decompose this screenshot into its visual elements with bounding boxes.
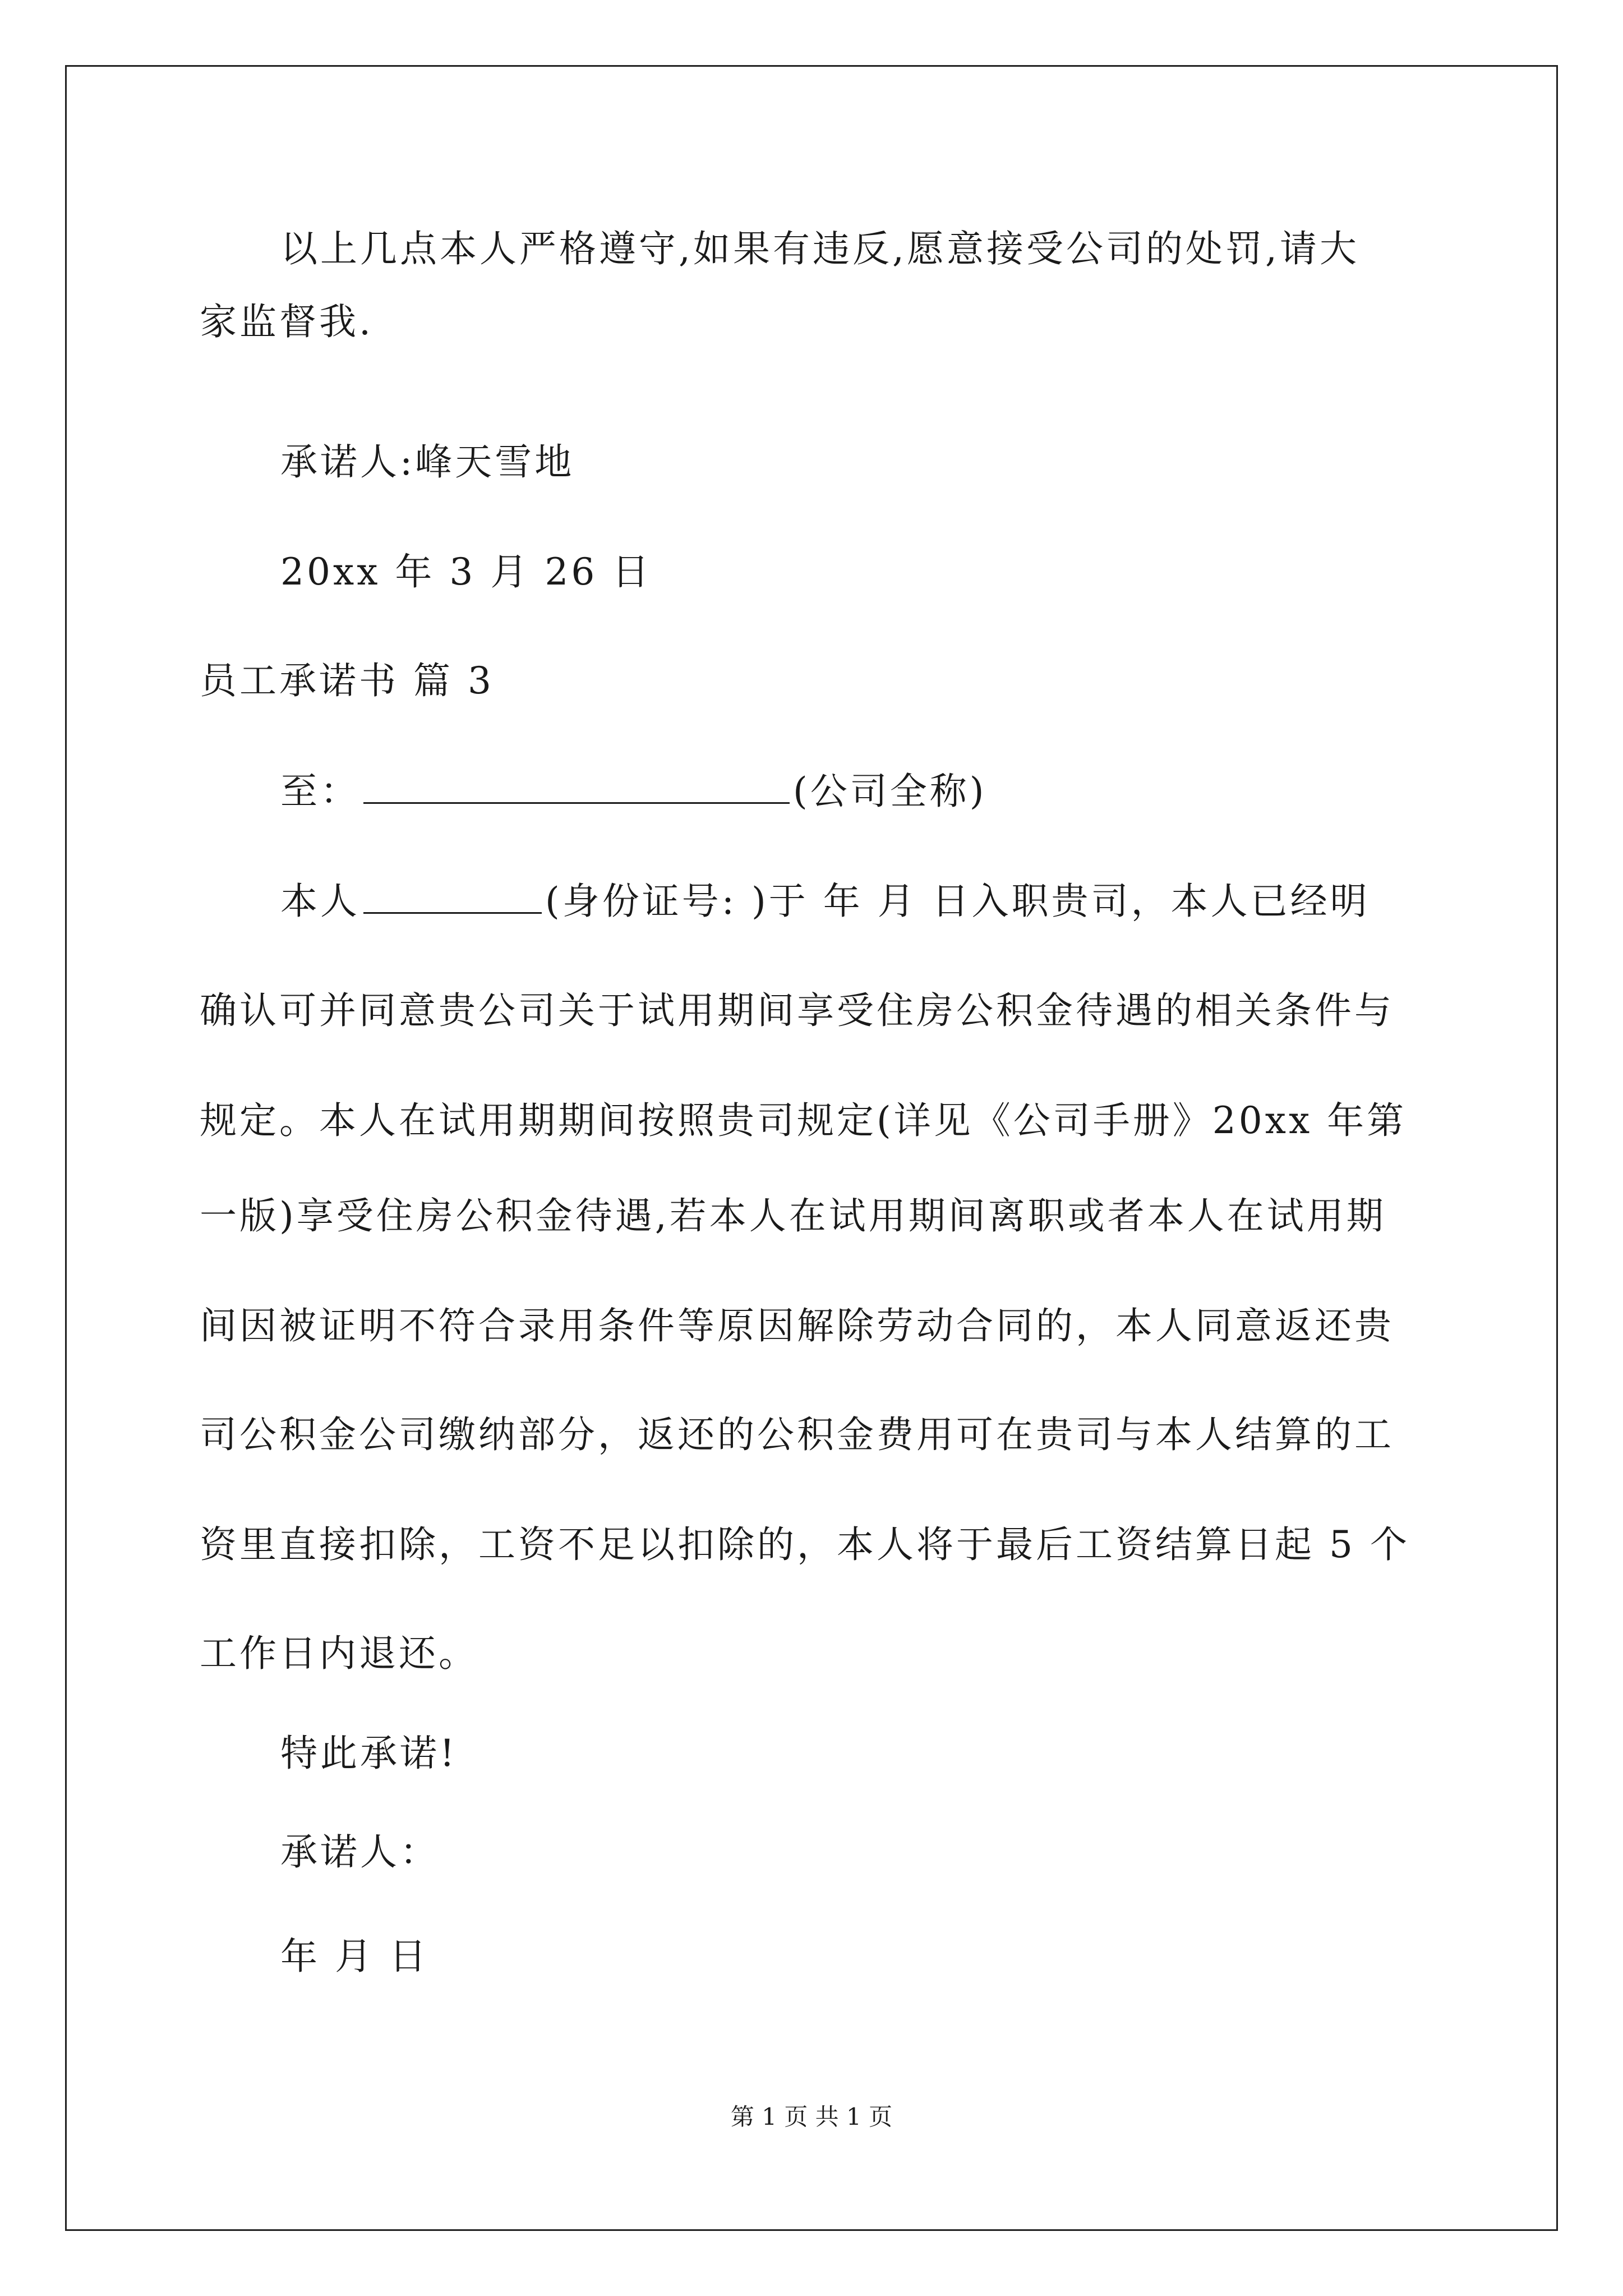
page-border [65,65,1558,2231]
paragraph-line: 规定。本人在试用期期间按照贵司规定(详见《公司手册》20xx 年第 [200,1099,1407,1142]
paragraph-line [280,878,1370,924]
paragraph-line: 工作日内退还。 [200,1632,478,1675]
paragraph-line: 司公积金公司缴纳部分，返还的公积金费用可在贵司与本人结算的工 [200,1413,1394,1456]
date-line: 年 月 日 [280,1935,429,1978]
paragraph-line: 资里直接扣除，工资不足以扣除的，本人将于最后工资结算日起 5 个 [200,1523,1410,1566]
date-line: 20xx 年 3 月 26 日 [280,550,652,593]
paragraph-line: 家监督我. [200,300,374,343]
section-heading: 员工承诺书 篇 3 [200,659,494,702]
company-name-hint: (公司全称) [793,770,987,813]
closing-line: 特此承诺! [280,1732,458,1775]
page-number-footer: 第 1 页 共 1 页 [730,2103,893,2131]
company-name-blank [363,769,790,804]
signatory-line: 承诺人:峰天雪地 [280,440,575,484]
addressee-label: 至： [280,770,360,813]
signatory-line: 承诺人： [280,1830,440,1874]
paragraph-line: 确认可并同意贵公司关于试用期间享受住房公积金待遇的相关条件与 [200,989,1394,1032]
paragraph-line: 间因被证明不符合录用条件等原因解除劳动合同的，本人同意返还贵 [200,1304,1394,1347]
name-blank [363,878,542,914]
addressee-line [280,769,987,814]
paragraph-text: (身份证号: )于 年 月 日入职贵司，本人已经明 [545,880,1370,923]
paragraph-line: 以上几点本人严格遵守,如果有违反,愿意接受公司的处罚,请大 [280,227,1359,270]
self-label: 本人 [280,880,360,923]
paragraph-line: 一版)享受住房公积金待遇,若本人在试用期间离职或者本人在试用期 [200,1194,1386,1237]
